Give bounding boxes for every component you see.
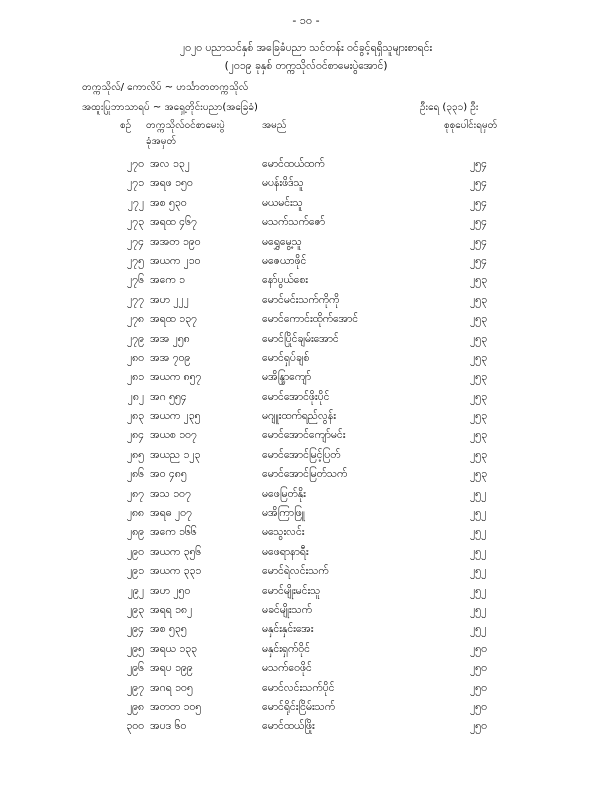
roll-number: အယက ၃၃၁ (150, 565, 202, 578)
total-score: ၂၅၀ (470, 700, 487, 713)
row-number: ၂၈၅ (126, 448, 144, 461)
roll-number: အစ ၅၃၅ (150, 623, 187, 636)
column-header-score: စုစုပေါင်းရမှတ် (444, 120, 498, 131)
student-name: မောင်အောင်ကျော်မင်း (262, 429, 346, 442)
table-row (0, 583, 612, 602)
row-number: ၂၇၀ (127, 158, 144, 170)
student-name: မအိန္ဒြာကျော် (262, 371, 312, 384)
table-row (0, 447, 612, 466)
table-row (0, 350, 612, 369)
row-number: ၂၉၄ (127, 623, 144, 636)
roll-number: အရထ ၄၆၇ (150, 216, 197, 229)
student-name: မပန်းဖိဒ်သူ (262, 177, 304, 190)
row-number: ၂၈၂ (127, 390, 144, 403)
row-number: ၂၉၇ (127, 681, 144, 694)
student-name: မရွှေမွေ့သူ (262, 235, 302, 248)
total-score: ၂၅၂ (470, 584, 487, 597)
student-name: မသွေးလင်း (262, 526, 305, 539)
results-table (0, 156, 612, 738)
student-name: မောင်ရှပ်ချစ် (262, 351, 310, 364)
total-score: ၂၅၃ (470, 410, 487, 423)
student-name: မအိကြာဖြူ (262, 507, 305, 520)
table-row (0, 234, 612, 253)
quota-label: ဦးရေ (၃၃၁) ဦး (420, 102, 479, 113)
student-name: မောင်ရိုင်းငြိမ်းသက် (262, 700, 336, 713)
roll-number: အရရ ၁၈၂ (150, 603, 193, 616)
row-number: ၃၀၀ (126, 720, 144, 733)
total-score: ၂၅၀ (470, 720, 487, 733)
roll-number: အသ ၁၀၇ (150, 487, 191, 500)
column-header-no: စဉ် (120, 120, 132, 131)
row-number: ၂၈၆ (126, 468, 144, 481)
row-number: ၂၇၁ (127, 177, 144, 190)
total-score: ၂၅၂ (470, 623, 487, 636)
table-row (0, 544, 612, 563)
student-name: မနှင်းရှက်ဝိုင် (262, 642, 310, 655)
roll-number: အရဖ ၁၅၀ (150, 177, 193, 190)
student-name: မဖေမြတ်နိုး (262, 487, 306, 500)
roll-number: အဂရ ၁၀၅ (150, 681, 193, 694)
table-row (0, 427, 612, 446)
row-number: ၂၇၅ (127, 254, 144, 267)
table-row (0, 505, 612, 524)
total-score: ၂၅၃ (470, 332, 487, 345)
student-name: မောင်အောင်ဖိုးပိုင် (262, 390, 330, 403)
student-name: မယမင်းသူ (262, 196, 303, 209)
table-row (0, 389, 612, 408)
row-number: ၂၉၅ (127, 642, 144, 655)
student-name: မဖေရာနာရီး (262, 545, 309, 558)
table-row (0, 563, 612, 582)
table-row (0, 156, 612, 175)
roll-number: အတတ ၁၀၅ (150, 700, 202, 713)
table-row (0, 486, 612, 505)
student-name: မောင်မျိုးမင်းသူ (262, 584, 321, 597)
row-number: ၂၉၈ (126, 700, 144, 713)
table-row (0, 175, 612, 194)
row-number: ၂၈၈ (126, 507, 144, 520)
document-title: ၂၀၂၀ ပညာသင်နှစ် အခြေခံပညာ သင်တန်း ဝင်ခွင့်ရရှိသူများစာရင်း (179, 42, 433, 54)
table-row (0, 680, 612, 699)
student-name: မဇေယာဖိုင် (262, 254, 307, 267)
table-row (0, 253, 612, 272)
total-score: ၂၅၀ (470, 662, 487, 675)
roll-number: အယက ၂၃၅ (150, 410, 201, 423)
total-score: ၂၅၄ (470, 158, 487, 170)
table-row (0, 292, 612, 311)
roll-number: အယက ၈၅၇ (150, 371, 202, 384)
total-score: ၂၅၃ (470, 371, 487, 384)
roll-number: အအတ ၁၉၀ (150, 235, 201, 248)
total-score: ၂၅၃ (470, 351, 487, 364)
total-score: ၂၅၃ (470, 448, 487, 461)
student-name: မောင်ထယ်ထက် (262, 158, 325, 170)
page-number: - ၁၀ - (292, 14, 320, 27)
total-score: ၂၅၄ (470, 177, 487, 190)
roll-number: အယည ၁၂၃ (150, 448, 201, 461)
student-name: မောင်လင်းသက်ပိုင် (262, 681, 335, 694)
table-row (0, 195, 612, 214)
student-name: မနှင်းနှင်းအေး (262, 623, 314, 636)
roll-number: အဝ ၄၈၅ (150, 468, 187, 481)
total-score: ၂၅၃ (470, 429, 487, 442)
table-row (0, 660, 612, 679)
student-name: နော်ပွယ်စေး (262, 274, 308, 287)
total-score: ၂၅၃ (470, 293, 487, 306)
roll-number: အကေ ၁ (150, 274, 185, 287)
total-score: ၂၅၃ (470, 274, 487, 287)
roll-number: အယက ၂၁၀ (150, 254, 201, 267)
row-number: ၂၉၂ (127, 584, 144, 597)
total-score: ၂၅၀ (470, 642, 487, 655)
table-row (0, 311, 612, 330)
document-subtitle: (၂၀၁၉ ခုနှစ် တက္ကသိုလ်ဝင်စာမေးပွဲအောင်) (224, 60, 388, 72)
roll-number: အဟ ၂၂၂ (150, 293, 189, 306)
roll-number: အယစ ၁၀၇ (150, 429, 197, 442)
table-row (0, 602, 612, 621)
row-number: ၂၇၇ (127, 293, 144, 306)
row-number: ၂၇၄ (127, 235, 144, 248)
student-name: မောင်ပြိုင်ချမ်းအောင် (262, 332, 339, 345)
row-number: ၂၉၀ (127, 545, 144, 558)
roll-number: အယက ၃၅၆ (150, 545, 202, 558)
roll-number: အအ ၇၀၉ (150, 351, 191, 364)
row-number: ၂၇၂ (127, 196, 144, 209)
total-score: ၂၅၄ (470, 254, 487, 267)
row-number: ၂၈၉ (126, 526, 144, 539)
roll-number: အရဓ ၂၀၇ (150, 507, 192, 520)
roll-number: အရယ ၁၃၃ (150, 642, 197, 655)
column-header-name: အမည် (262, 120, 287, 131)
student-name: မသက်သက်ဇော် (262, 216, 326, 229)
table-row (0, 369, 612, 388)
table-row (0, 408, 612, 427)
total-score: ၂၅၀ (470, 681, 487, 694)
total-score: ၂၅၃ (470, 313, 487, 326)
row-number: ၂၇၈ (126, 313, 144, 326)
table-row (0, 331, 612, 350)
table-row (0, 641, 612, 660)
total-score: ၂၅၂ (470, 603, 487, 616)
student-name: မောင်အောင်မြတ်သက် (262, 468, 348, 481)
row-number: ၂၉၆ (127, 662, 144, 675)
table-row (0, 524, 612, 543)
university-label: တက္ကသိုလ်/ ကောလိပ် ~ ဟင်္သာတတက္ကသိုလ် (82, 82, 249, 93)
total-score: ၂၅၄ (470, 196, 487, 209)
row-number: ၂၇၉ (127, 332, 144, 345)
row-number: ၂၈၃ (126, 410, 144, 423)
subject-label: အထူးပြုဘာသာရပ် ~ အရှေ့တိုင်းပညာ(အခြေခံ) (82, 102, 258, 113)
student-name: မောင်ကောင်းထိုက်အောင် (262, 313, 359, 326)
total-score: ၂၅၂ (470, 526, 487, 539)
row-number: ၂၈၀ (126, 351, 144, 364)
column-header-roll-sub: ခုံအမှတ် (146, 136, 177, 147)
roll-number: အပဒ ၆၀ (150, 720, 187, 733)
row-number: ၂၈၇ (126, 487, 144, 500)
total-score: ၂၅၂ (470, 507, 487, 520)
table-row (0, 621, 612, 640)
student-name: မသက်ဝေဖိုင် (262, 662, 312, 675)
total-score: ၂၅၂ (470, 487, 487, 500)
row-number: ၂၇၆ (127, 274, 144, 287)
row-number: ၂၈၁ (126, 371, 144, 384)
column-header-roll: တက္ကသိုလ်ဝင်စာမေးပွဲ (146, 120, 225, 131)
table-row (0, 214, 612, 233)
table-row (0, 699, 612, 718)
total-score: ၂၅၃ (470, 390, 487, 403)
row-number: ၂၇၃ (127, 216, 144, 229)
total-score: ၂၅၄ (470, 216, 487, 229)
roll-number: အရထ ၁၃၇ (150, 313, 197, 326)
roll-number: အရပ ၁၉၉ (150, 662, 193, 675)
student-name: မဂျူးထက်ရည်လွန်း (262, 410, 336, 423)
roll-number: အစ ၅၃၀ (150, 196, 187, 209)
total-score: ၂၅၂ (470, 545, 487, 558)
student-name: မောင်ရဲလင်းသက် (262, 565, 329, 578)
total-score: ၂၅၃ (470, 468, 487, 481)
table-row (0, 466, 612, 485)
total-score: ၂၅၄ (470, 235, 487, 248)
row-number: ၂၉၁ (127, 565, 144, 578)
student-name: မောင်မင်းသက်ကိုကို (262, 293, 340, 306)
roll-number: အလ ၁၃၂ (150, 158, 190, 170)
row-number: ၂၉၃ (127, 603, 144, 616)
total-score: ၂၅၂ (470, 565, 487, 578)
student-name: မခင်မျိုးသက် (262, 603, 312, 616)
roll-number: အဂ ၅၅၄ (150, 390, 187, 403)
row-number: ၂၈၄ (126, 429, 144, 442)
student-name: မောင်အောင်မြင့်ပြတ် (262, 448, 341, 461)
roll-number: အဟ ၂၅၀ (150, 584, 191, 597)
roll-number: အအ ၂၅၈ (150, 332, 190, 345)
student-name: မောင်ထယ်ဖြိုး (262, 720, 315, 733)
table-row (0, 718, 612, 737)
roll-number: အကေ ၁၆၆ (150, 526, 197, 539)
table-row (0, 272, 612, 291)
